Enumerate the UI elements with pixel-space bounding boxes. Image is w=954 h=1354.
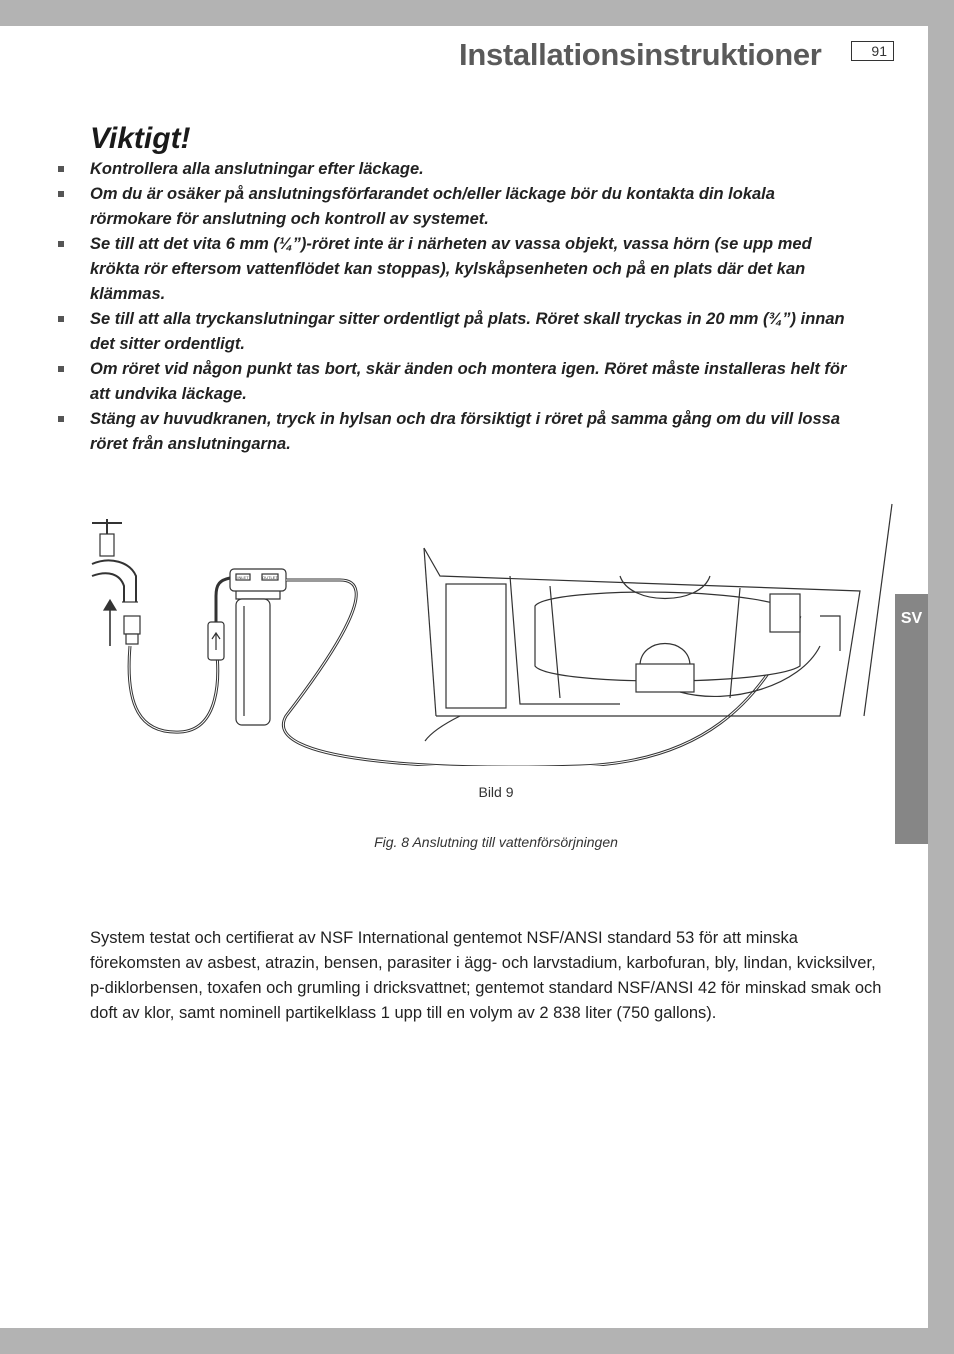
bullet-square-icon — [58, 416, 64, 422]
page-title: Installationsinstruktioner — [459, 37, 822, 72]
bullet-square-icon — [58, 166, 64, 172]
filter-outlet-label: OUTLET — [262, 575, 278, 580]
list-item: Se till att alla tryckanslutningar sitter ordentligt på plats. Röret skall tryckas in 20 mm (¾”) innan det sitter ordentligt. — [58, 307, 858, 357]
water-connection-illustration — [80, 476, 900, 766]
filter-cartridge — [230, 569, 286, 725]
document-page — [0, 26, 928, 1328]
section-heading: Viktigt! — [90, 122, 191, 155]
refrigerator-base — [424, 504, 892, 741]
bullet-square-icon — [58, 366, 64, 372]
supply-tube — [124, 616, 218, 732]
language-tab-label: SV — [900, 610, 923, 627]
list-item: Om du är osäker på anslutningsförfarandet och/eller läckage bör du kontakta din lokala rörmokare för anslutning och kontroll av systemet. — [58, 182, 858, 232]
list-item: Se till att det vita 6 mm (¼”)-röret inte är i närheten av vassa objekt, vassa hörn (se upp med krökta rör eftersom vattenflödet kan stoppas), kylskåpsenheten och på en plats där det kan klämmas. — [58, 232, 858, 307]
bullet-square-icon — [58, 241, 64, 247]
list-item: Stäng av huvudkranen, tryck in hylsan och dra försiktigt i röret på samma gång om du vill lossa röret från anslutningarna. — [58, 407, 858, 457]
page-number: 91 — [851, 41, 894, 61]
list-item: Om röret vid någon punkt tas bort, skär änden och montera igen. Röret måste installeras helt för att undvika läckage. — [58, 357, 858, 407]
warning-list — [58, 157, 858, 457]
bullet-square-icon — [58, 316, 64, 322]
certification-paragraph: System testat och certifierat av NSF International gentemot NSF/ANSI standard 53 för att minska förekomsten av asbest, atrazin, bensen, parasiter i ägg- och larvstadium, karbofuran, bly, lindan, kvicksilver, p-diklorbensen, toxafen och grumling i dricksvattnet; gentemot standard NSF/ANSI 42 för minskad smak och doft av klor, samt nominell partikelklass 1 upp till en volym av 2 838 liter (750 gallons). — [90, 929, 882, 1022]
inline-valve — [208, 578, 230, 660]
filter-inlet-label: INLET — [237, 575, 249, 580]
figure-caption: Fig. 8 Anslutning till vattenförsörjningen — [374, 834, 618, 850]
list-item: Kontrollera alla anslutningar efter läckage. — [58, 157, 858, 182]
figure-label: Bild 9 — [478, 784, 514, 800]
bullet-square-icon — [58, 191, 64, 197]
